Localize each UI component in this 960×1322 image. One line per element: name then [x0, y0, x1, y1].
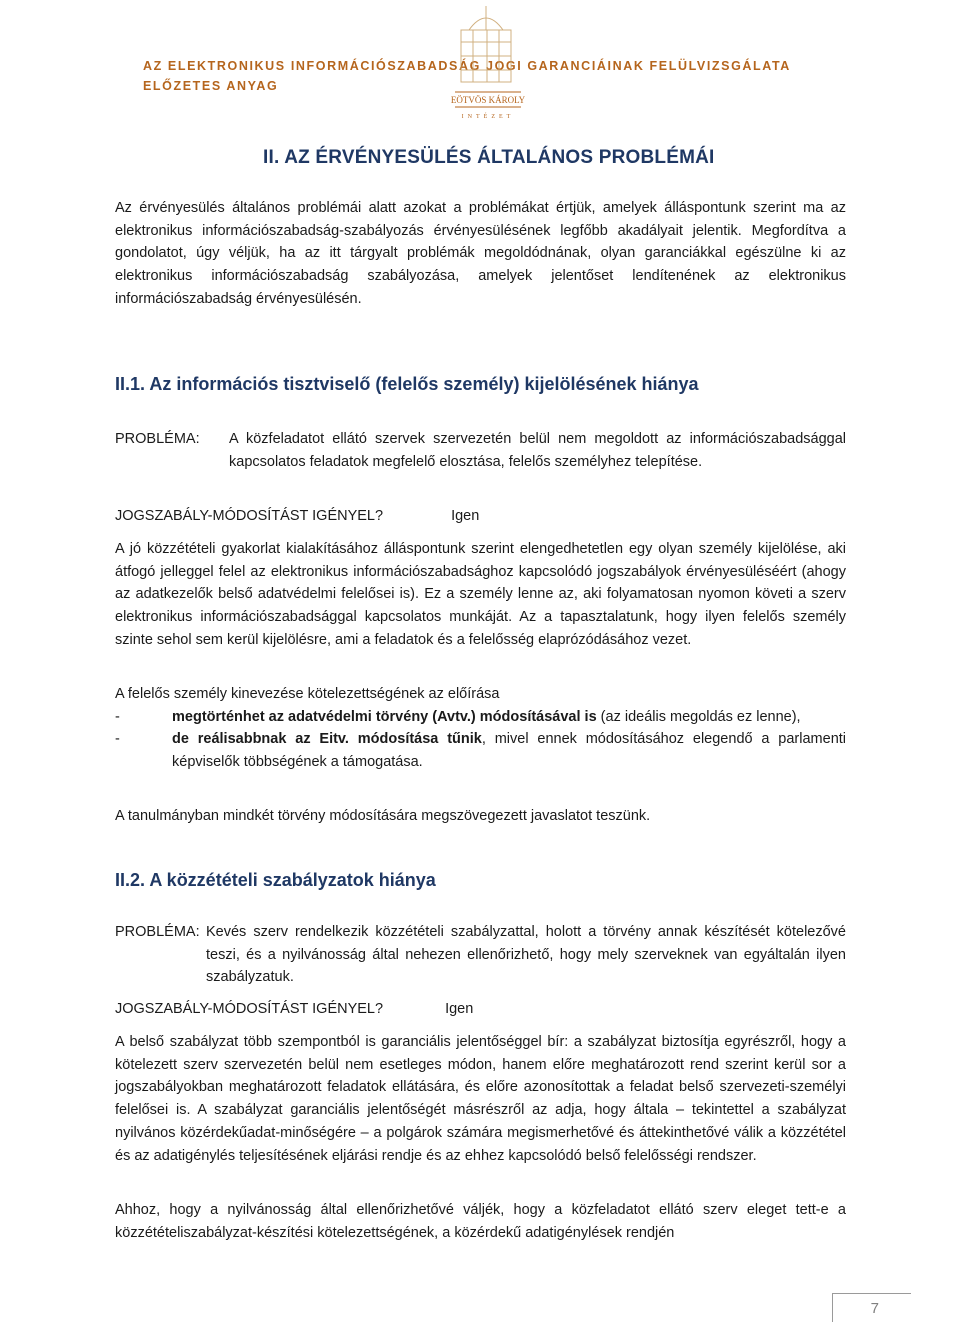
amendment-question: JOGSZABÁLY-MÓDOSÍTÁST IGÉNYEL? — [115, 508, 384, 524]
chapter-intro: Az érvényesülés általános problémái alatt azokat a problémákat értjük, amelyek álláspontunk szerint ma az elektronikus információszabadság-szabályozás érvényesülésének legfőbb akadályait jelentik. Megfordítva a gondolatot, úgy véljük, ha az itt tárgyalt problémák megoldódnának, olyan garanciákkal egészülne ki az elektronikus információszabadság szabályozása, amelyek jelentőset lendítenének az elektronikus információszabadság érvényesülésén. — [115, 200, 846, 307]
page-number: 7 — [870, 1300, 879, 1317]
section-2-title: II.2. A közzétételi szabályzatok hiánya — [115, 870, 436, 890]
page-number-box — [832, 1293, 911, 1322]
section-1-problem — [115, 428, 846, 473]
problem-text: A közfeladatot ellátó szervek szervezetén belül nem megoldott az információszabadsággal kapcsolatos feladatok megfelelő elosztása, felelős személyhez telepítése. — [229, 431, 846, 470]
section-2-problem — [115, 921, 846, 989]
amendment-answer: Igen — [445, 1001, 474, 1017]
section-2-amendment — [115, 1001, 846, 1017]
section-1-paragraph: A jó közzétételi gyakorlat kialakításához álláspontunk szerint elengedhetetlen egy olyan személy kijelölése, aki átfogó jelleggel felel az elektronikus információszabadsághoz kapcsolódó jogszabályok érvényesüléséért (ahogy az adatkezelők belső adatvédelmi felelősei is). Ez a személy lenne az, aki folyamatosan nyomon követi a szerv elektronikus információszabadsággal kapcsolatos munkáját. Az a tapasztalatunk, hogy ilyen felelős személy szinte sehol sem kerül kijelölésre, ami a feladatok és a felelősség elaprózódásához vezet. — [115, 541, 846, 648]
amendment-answer: Igen — [451, 508, 480, 524]
chapter-title: II. AZ ÉRVÉNYESÜLÉS ÁLTALÁNOS PROBLÉMÁI — [263, 147, 715, 168]
section-1-amendment — [115, 508, 846, 524]
list-intro: A felelős személy kinevezése kötelezettségének az előírása — [115, 686, 500, 702]
problem-label: PROBLÉMA: — [115, 431, 200, 447]
logo-name: EÖTVÖS KÁROLY — [451, 95, 525, 105]
section-2-paragraph-2: Ahhoz, hogy a nyilvánosság által ellenőrizhetővé váljék, hogy a közfeladatot ellátó szerv eleget tett-e a közzétételiszabályzat-készítési kötelezettségének, a közérdekű adatigénylések rendjén — [115, 1202, 846, 1241]
header-title: AZ ELEKTRONIKUS INFORMÁCIÓSZABADSÁG JOGI GARANCIÁINAK FELÜLVIZSGÁLATA — [143, 59, 791, 73]
institute-logo — [451, 0, 525, 136]
problem-label: PROBLÉMA: — [115, 924, 200, 940]
amendment-question: JOGSZABÁLY-MÓDOSÍTÁST IGÉNYEL? — [115, 1001, 384, 1017]
section-1-title: II.1. Az információs tisztviselő (felelős személy) kijelölésének hiánya — [115, 374, 699, 394]
problem-text: Kevés szerv rendelkezik közzétételi szabályzattal, holott a törvény annak készítését kötelezővé teszi, és a nyilvánosság által nehezen ellenőrizhető, hogy mely szerveknek van egyáltalán ilyen szabályzatuk. — [206, 924, 846, 986]
list-item: - megtörténhet az adatvédelmi törvény (Avtv.) módosításával is (az ideális megoldás ez lenne), — [115, 708, 801, 725]
logo-subtitle: INTÉZET — [461, 114, 515, 120]
section-2-paragraph: A belső szabályzat több szempontból is garanciális jelentőséggel bír: a szabályzat biztosítja egyrészről, hogy a kötelezett szerv szervezetén belül nem esetleges módon, hanem előre meghatározott rend szerint kerül sor a jogszabályokban meghatározott feladatok ellátására, és előre azonosítottak a feladat belső szervezeti-személyi felelősei is. A szabályzat garanciális jelentőségét másrészről az adja, hogy általa – tekintettel a szabályzat nyilvános közérdekűadat-minőségére – a polgárok számára megismerhetővé és áttekinthetővé válik a közzététel és az adatigénylés teljesítésének eljárási rendje és az ehhez kapcsolódó belső felelősségi rendszer. — [115, 1034, 846, 1164]
options-list — [115, 706, 846, 774]
section-1-closing: A tanulmányban mindkét törvény módosítására megszövegezett javaslatot teszünk. — [115, 808, 651, 824]
list-item: - de reálisabbnak az Eitv. módosítása tűnik, mivel ennek módosításához elegendő a parlamenti képviselők többségének a támogatása. — [115, 731, 847, 771]
header-subtitle: ELŐZETES ANYAG — [143, 79, 279, 93]
